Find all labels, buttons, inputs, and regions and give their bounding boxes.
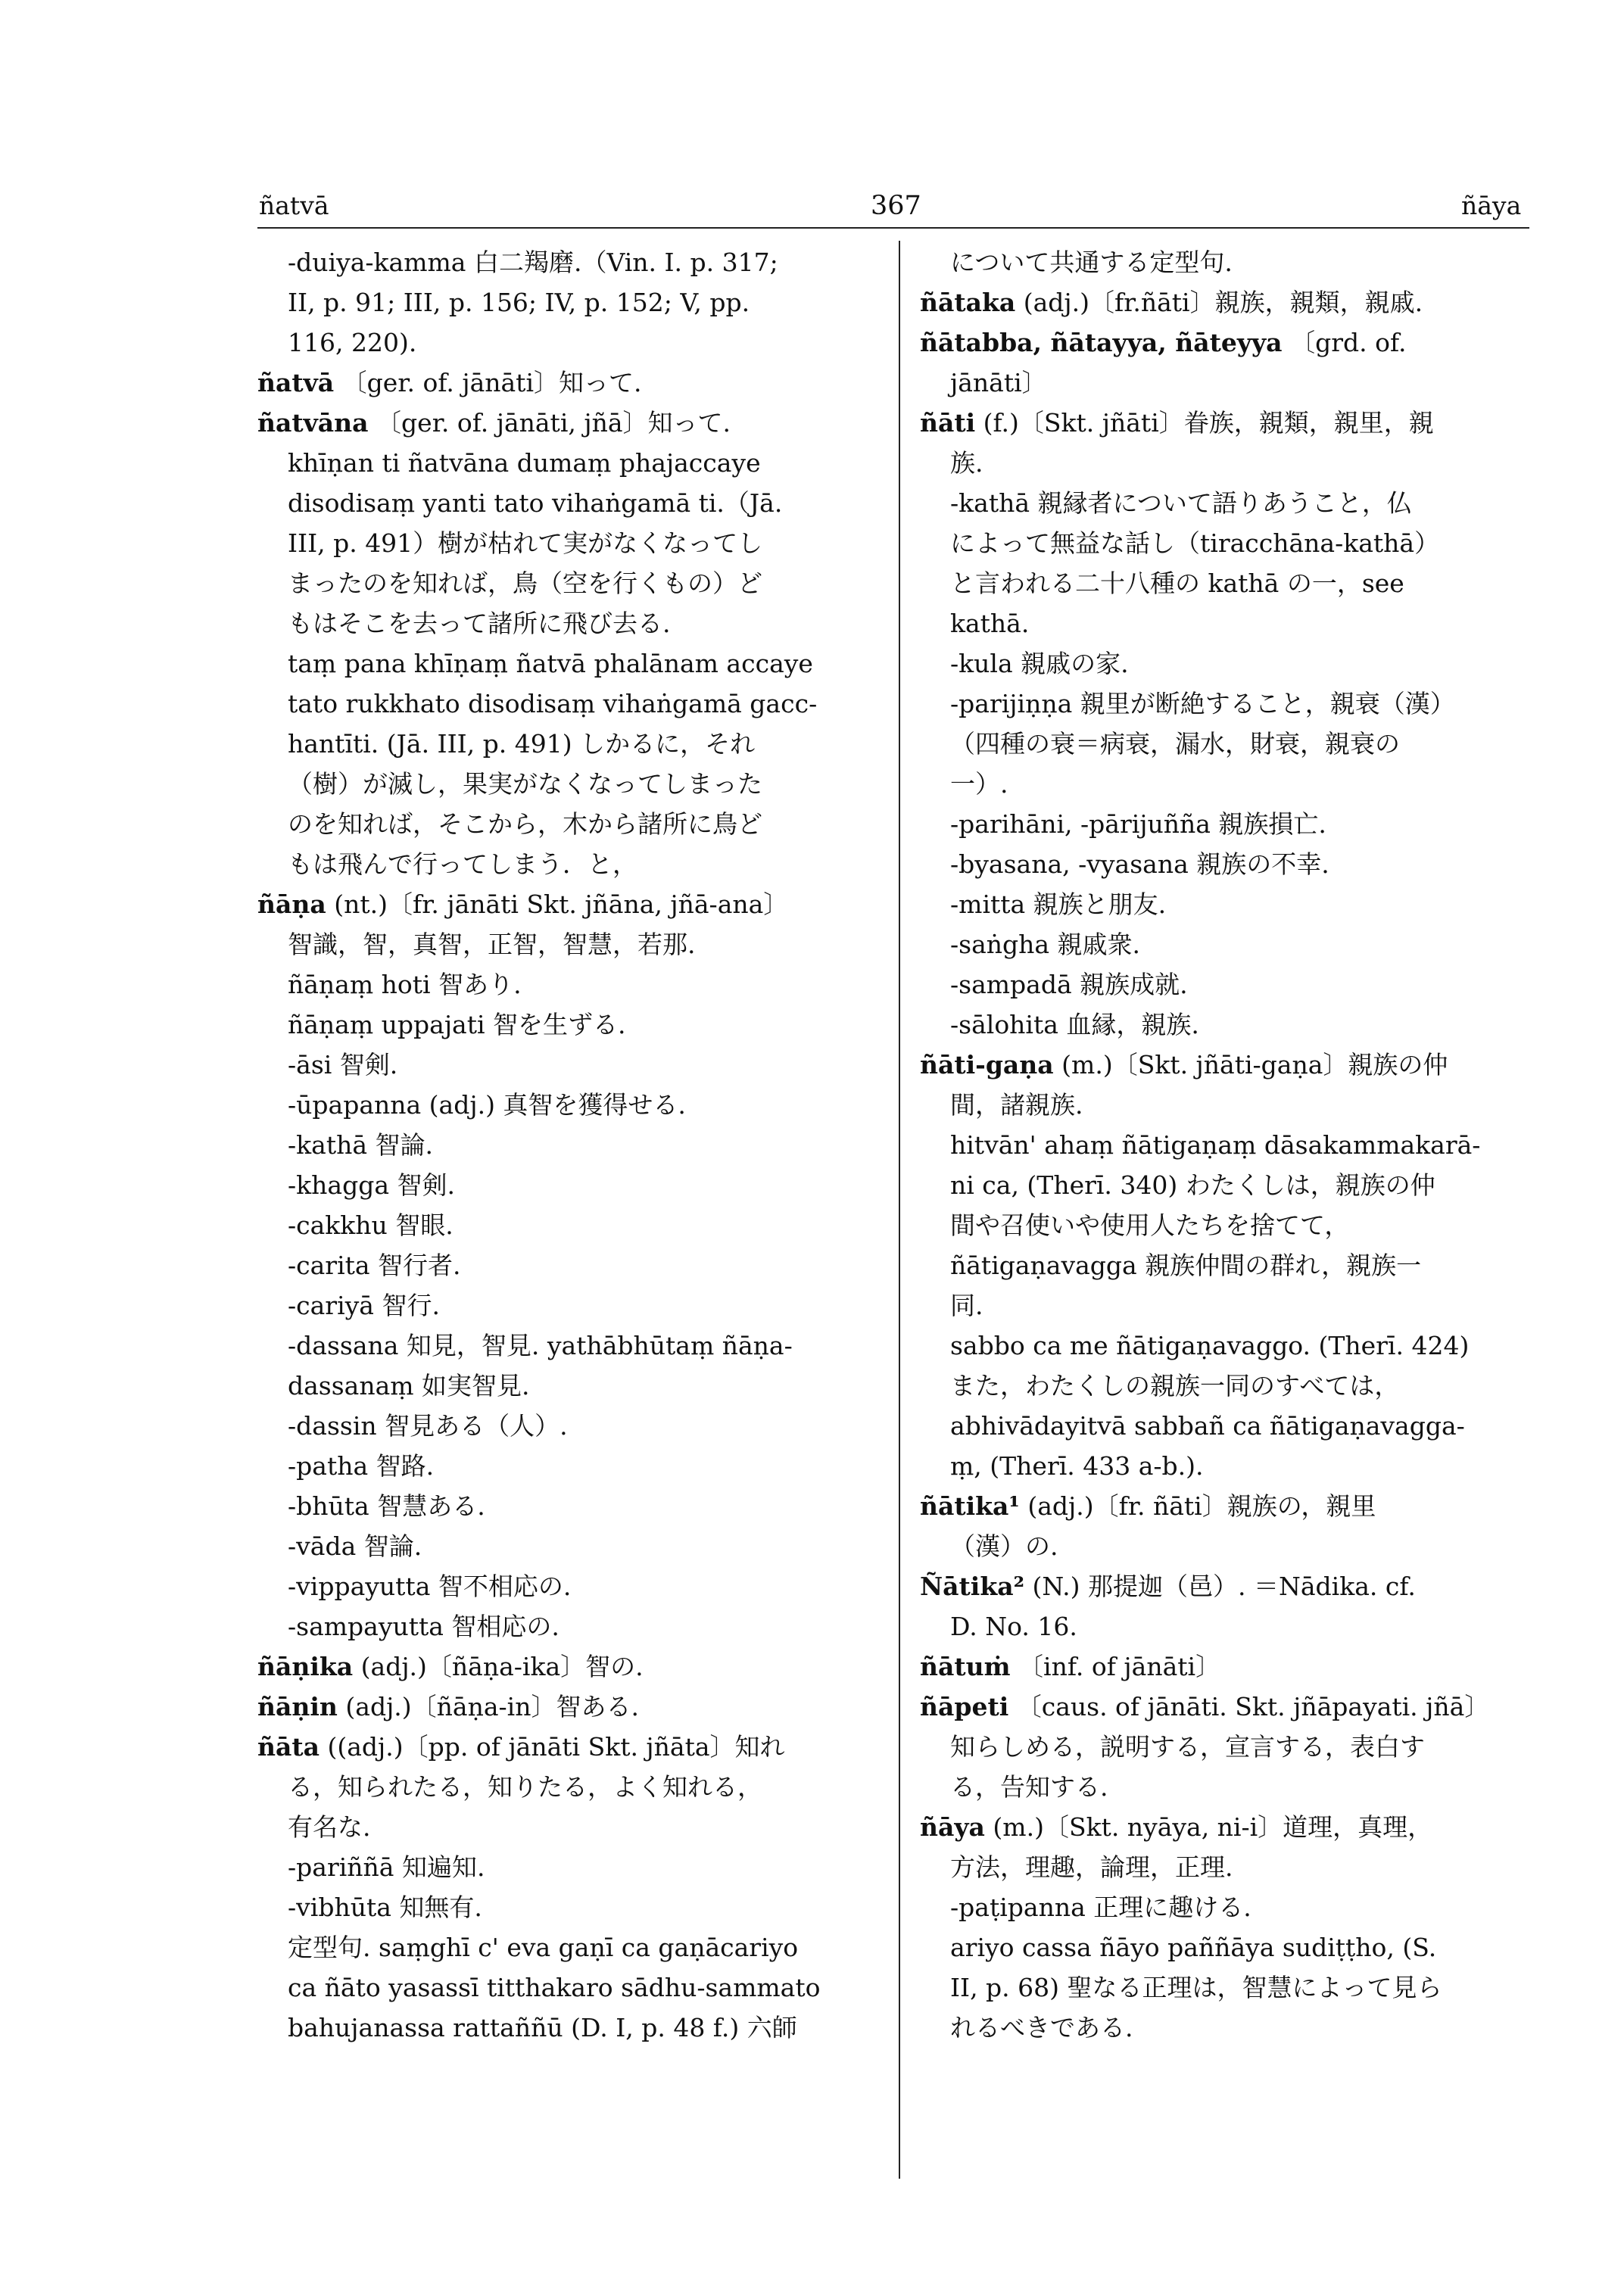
dictionary-line: [257, 1566, 886, 1606]
dictionary-line: [920, 282, 1537, 322]
line-text: abhivādayitvā sabbañ ca ñātigaṇavagga-: [950, 1411, 1465, 1441]
line-text: II, p. 91; III, p. 156; IV, p. 152; V, pp.: [288, 288, 750, 317]
dictionary-line: [920, 1967, 1537, 2008]
line-text: III, p. 491）樹が枯れて実がなくなってし: [288, 528, 763, 558]
line-text: -duiya-kamma 白二羯磨.（Vin. I. p. 317;: [288, 248, 778, 277]
dictionary-line: [920, 322, 1537, 363]
line-text: れるべきである.: [950, 2013, 1133, 2042]
line-text: 〔grd. of.: [1282, 328, 1407, 357]
line-text: 間，諸親族.: [950, 1090, 1083, 1120]
entry-headword: ñāta: [257, 1732, 320, 1762]
line-text: ñāṇaṃ uppajati 智を生ずる.: [288, 1010, 626, 1039]
dictionary-line: [920, 1687, 1537, 1727]
line-text: (m.)〔Skt. jñāti-gaṇa〕親族の仲: [1053, 1050, 1448, 1080]
line-text: -khagga 智剣.: [288, 1170, 455, 1200]
dictionary-line: [257, 1085, 886, 1125]
entry-headword: ñātaka: [920, 288, 1016, 317]
right-guide-word: ñāya: [1461, 191, 1522, 220]
dictionary-line: [920, 1085, 1537, 1125]
entry-headword: ñāya: [920, 1812, 985, 1842]
dictionary-line: [920, 2008, 1537, 2048]
dictionary-line: [257, 1927, 886, 1967]
dictionary-line: [257, 1285, 886, 1326]
dictionary-line: [920, 1125, 1537, 1165]
dictionary-line: [920, 1205, 1537, 1245]
line-text: (adj.)〔fr.ñāti〕親族，親類，親戚.: [1015, 288, 1423, 317]
left-column: [257, 242, 886, 2048]
line-text: （四種の衰＝病衰，漏水，財衰，親衰の: [950, 729, 1400, 759]
dictionary-line: [257, 724, 886, 764]
line-text: -kathā 親縁者について語りあうこと，仏: [950, 488, 1412, 518]
line-text: -patha 智路.: [288, 1451, 435, 1481]
entry-headword: ñatvā: [257, 368, 335, 397]
line-text: -parijiṇṇa 親里が断絶すること，親衰（漢）: [950, 689, 1455, 718]
line-text: る，告知する.: [950, 1772, 1108, 1802]
line-text: について共通する定型句.: [950, 248, 1233, 277]
dictionary-line: [257, 1005, 886, 1045]
dictionary-line: [257, 764, 886, 804]
line-text: まったのを知れば，鳥（空を行くもの）ど: [288, 569, 762, 598]
dictionary-line: [257, 1366, 886, 1406]
header-rule: [257, 227, 1529, 229]
line-text: D. No. 16.: [950, 1612, 1077, 1641]
line-text: khīṇan ti ñatvāna dumaṃ phajaccaye: [288, 448, 761, 478]
line-text: ñātigaṇavagga 親族仲間の群れ，親族一: [950, 1251, 1422, 1280]
line-text: と言われる二十八種の kathā の一，see: [950, 569, 1404, 598]
dictionary-line: [257, 1807, 886, 1847]
line-text: bahujanassa rattaññū (D. I, p. 48 f.) 六師: [288, 2013, 797, 2042]
dictionary-line: [920, 363, 1537, 403]
entry-headword: ñāṇika: [257, 1652, 354, 1681]
dictionary-line: [257, 363, 886, 403]
line-text: taṃ pana khīṇaṃ ñatvā phalānam accaye: [288, 649, 813, 678]
line-text: 〔inf. of jānāti〕: [1010, 1652, 1221, 1681]
dictionary-line: [257, 282, 886, 322]
line-text: -vippayutta 智不相応の.: [288, 1572, 572, 1601]
line-text: のを知れば，そこから，木から諸所に鳥ど: [288, 809, 762, 839]
line-text: -sālohita 血縁，親族.: [950, 1010, 1199, 1039]
dictionary-line: [257, 924, 886, 964]
dictionary-line: [920, 1406, 1537, 1446]
line-text: -cariyā 智行.: [288, 1291, 440, 1320]
line-text: hitvān' ahaṃ ñātigaṇaṃ dāsakammakarā-: [950, 1130, 1481, 1160]
dictionary-line: [920, 1486, 1537, 1526]
line-text: (N.) 那提迦（邑）. ＝Nādika. cf.: [1024, 1572, 1416, 1601]
dictionary-line: [920, 1606, 1537, 1647]
dictionary-line: [257, 1245, 886, 1285]
line-text: ariyo cassa ñāyo paññāya sudiṭṭho, (S.: [950, 1933, 1437, 1962]
dictionary-line: [920, 1807, 1537, 1847]
line-text: 有名な.: [288, 1812, 371, 1842]
line-text: もは飛んで行ってしまう．と，: [288, 849, 637, 879]
line-text: (m.)〔Skt. nyāya, ni-i〕道理，真理，: [984, 1812, 1433, 1842]
line-text: ṃ, (Therī. 433 a-b.).: [950, 1451, 1204, 1481]
line-text: (f.)〔Skt. jñāti〕眷族，親類，親里，親: [975, 408, 1434, 438]
line-text: -āsi 智剣.: [288, 1050, 398, 1080]
dictionary-line: [920, 1647, 1537, 1687]
dictionary-line: [920, 242, 1537, 282]
dictionary-line: [257, 1727, 886, 1767]
entry-headword: Ñātika²: [920, 1572, 1025, 1601]
dictionary-line: [257, 1887, 886, 1927]
line-text: 一）.: [950, 769, 1008, 799]
dictionary-line: [920, 964, 1537, 1005]
dictionary-line: [920, 1366, 1537, 1406]
left-guide-word: ñatvā: [259, 191, 329, 220]
dictionary-line: [920, 1005, 1537, 1045]
dictionary-line: [920, 1045, 1537, 1085]
line-text: -sampadā 親族成就.: [950, 970, 1188, 999]
line-text: -pariññā 知遍知.: [288, 1852, 485, 1882]
entry-headword: ñāṇa: [257, 889, 326, 919]
dictionary-line: [920, 764, 1537, 804]
line-text: ni ca, (Therī. 340) わたくしは，親族の仲: [950, 1170, 1435, 1200]
dictionary-line: [920, 1526, 1537, 1566]
dictionary-line: [257, 242, 886, 282]
line-text: hantīti. (Jā. III, p. 491) しかるに，それ: [288, 729, 756, 759]
dictionary-line: [920, 884, 1537, 924]
line-text: （漢）の.: [950, 1531, 1058, 1561]
entry-headword: ñāti-gaṇa: [920, 1050, 1054, 1080]
line-text: -vibhūta 知無有.: [288, 1893, 482, 1922]
line-text: (adj.)〔fr. ñāti〕親族の，親里: [1019, 1491, 1376, 1521]
line-text: -vāda 智論.: [288, 1531, 422, 1561]
column-divider: [899, 241, 900, 2179]
dictionary-line: [920, 1927, 1537, 1967]
dictionary-line: [257, 804, 886, 844]
dictionary-line: [257, 1406, 886, 1446]
dictionary-line: [920, 1847, 1537, 1887]
line-text: もはそこを去って諸所に飛び去る.: [288, 609, 671, 638]
dictionary-line: [257, 964, 886, 1005]
line-text: 定型句. saṃghī c' eva gaṇī ca gaṇācariyo: [288, 1933, 799, 1962]
dictionary-line: [257, 1967, 886, 2008]
line-text: ca ñāto yasassī titthakaro sādhu-sammato: [288, 1973, 821, 2002]
line-text: disodisaṃ yanti tato vihaṅgamā ti.（Jā.: [288, 488, 783, 518]
dictionary-line: [257, 322, 886, 363]
entry-headword: ñātuṁ: [920, 1652, 1011, 1681]
dictionary-line: [257, 1165, 886, 1205]
line-text: -mitta 親族と朋友.: [950, 889, 1167, 919]
dictionary-line: [257, 684, 886, 724]
dictionary-line: [920, 1767, 1537, 1807]
dictionary-line: [920, 403, 1537, 443]
dictionary-line: [257, 443, 886, 483]
line-text: 知らしめる，説明する，宣言する，表白す: [950, 1732, 1425, 1762]
dictionary-line: [257, 1767, 886, 1807]
dictionary-line: [257, 643, 886, 684]
dictionary-line: [920, 523, 1537, 563]
line-text: -saṅgha 親戚衆.: [950, 930, 1141, 959]
dictionary-line: [257, 844, 886, 884]
line-text: -bhūta 智慧ある.: [288, 1491, 485, 1521]
line-text: (adj.)〔ñāṇa-in〕智ある.: [337, 1692, 639, 1721]
line-text: -cakkhu 智眼.: [288, 1210, 454, 1240]
dictionary-line: [920, 603, 1537, 643]
dictionary-line: [920, 1245, 1537, 1285]
dictionary-line: [257, 1045, 886, 1085]
line-text: （樹）が滅し，果実がなくなってしまった: [288, 769, 762, 799]
entry-headword: ñātabba, ñātayya, ñāteyya: [920, 328, 1283, 357]
dictionary-line: [920, 844, 1537, 884]
dictionary-line: [257, 483, 886, 523]
line-text: -carita 智行者.: [288, 1251, 461, 1280]
dictionary-line: [920, 443, 1537, 483]
dictionary-line: [257, 1125, 886, 1165]
dictionary-line: [257, 1647, 886, 1687]
dictionary-line: [257, 1205, 886, 1245]
dictionary-line: [920, 684, 1537, 724]
line-text: -dassana 知見，智見. yathābhūtaṃ ñāṇa-: [288, 1331, 793, 1360]
line-text: sabbo ca me ñātigaṇavaggo. (Therī. 424): [950, 1331, 1470, 1360]
dictionary-line: [920, 1566, 1537, 1606]
dictionary-line: [257, 1687, 886, 1727]
line-text: -paṭipanna 正理に趣ける.: [950, 1893, 1252, 1922]
line-text: -kula 親戚の家.: [950, 649, 1129, 678]
line-text: 同.: [950, 1291, 983, 1320]
line-text: tato rukkhato disodisaṃ vihaṅgamā gacc-: [288, 689, 818, 718]
dictionary-line: [920, 724, 1537, 764]
line-text: る，知られたる，知りたる，よく知れる，: [288, 1772, 762, 1802]
line-text: -byasana, -vyasana 親族の不幸.: [950, 849, 1329, 879]
dictionary-line: [920, 483, 1537, 523]
dictionary-line: [920, 1285, 1537, 1326]
dictionary-line: [920, 1887, 1537, 1927]
line-text: 族.: [950, 448, 983, 478]
line-text: (nt.)〔fr. jānāti Skt. jñāna, jñā-ana〕: [326, 889, 789, 919]
dictionary-line: [257, 1847, 886, 1887]
line-text: -parihāni, -pārijuñña 親族損亡.: [950, 809, 1326, 839]
dictionary-line: [920, 924, 1537, 964]
dictionary-line: [920, 643, 1537, 684]
line-text: ((adj.)〔pp. of jānāti Skt. jñāta〕知れ: [320, 1732, 785, 1762]
dictionary-line: [257, 403, 886, 443]
dictionary-line: [257, 563, 886, 603]
line-text: -ūpapanna (adj.) 真智を獲得せる.: [288, 1090, 686, 1120]
line-text: 智識，智，真智，正智，智慧，若那.: [288, 930, 696, 959]
dictionary-line: [257, 603, 886, 643]
dictionary-line: [257, 1446, 886, 1486]
line-text: 〔caus. of jānāti. Skt. jñāpayati. jñā〕: [1008, 1692, 1490, 1721]
line-text: -dassin 智見ある（人）.: [288, 1411, 568, 1441]
dictionary-line: [257, 2008, 886, 2048]
line-text: -sampayutta 智相応の.: [288, 1612, 560, 1641]
dictionary-line: [920, 1727, 1537, 1767]
right-column: [920, 242, 1537, 2048]
line-text: によって無益な話し（tiracchāna-kathā）: [950, 528, 1440, 558]
line-text: (adj.)〔ñāṇa-ika〕智の.: [353, 1652, 644, 1681]
dictionary-line: [920, 804, 1537, 844]
line-text: jānāti〕: [950, 368, 1047, 397]
dictionary-line: [257, 1326, 886, 1366]
line-text: ñāṇaṃ hoti 智あり.: [288, 970, 522, 999]
page-number: 367: [871, 191, 921, 221]
entry-headword: ñāti: [920, 408, 976, 438]
line-text: 間や召使いや使用人たちを捨てて，: [950, 1210, 1350, 1240]
dictionary-line: [257, 884, 886, 924]
dictionary-line: [257, 1526, 886, 1566]
line-text: 〔ger. of. jānāti, jñā〕知って.: [368, 408, 731, 438]
line-text: -kathā 智論.: [288, 1130, 433, 1160]
dictionary-line: [920, 563, 1537, 603]
line-text: 方法，理趣，論理，正理.: [950, 1852, 1233, 1882]
line-text: dassanaṃ 如実智見.: [288, 1371, 530, 1400]
line-text: kathā.: [950, 609, 1030, 638]
dictionary-line: [920, 1326, 1537, 1366]
line-text: 〔ger. of. jānāti〕知って.: [334, 368, 642, 397]
dictionary-line: [257, 1486, 886, 1526]
entry-headword: ñatvāna: [257, 408, 369, 438]
dictionary-line: [920, 1446, 1537, 1486]
line-text: また，わたくしの親族一同のすべては，: [950, 1371, 1400, 1400]
line-text: 116, 220).: [288, 328, 417, 357]
dictionary-line: [257, 523, 886, 563]
entry-headword: ñāpeti: [920, 1692, 1009, 1721]
entry-headword: ñāṇin: [257, 1692, 338, 1721]
entry-headword: ñātika¹: [920, 1491, 1020, 1521]
dictionary-line: [920, 1165, 1537, 1205]
dictionary-line: [257, 1606, 886, 1647]
line-text: II, p. 68) 聖なる正理は，智慧によって見ら: [950, 1973, 1442, 2002]
